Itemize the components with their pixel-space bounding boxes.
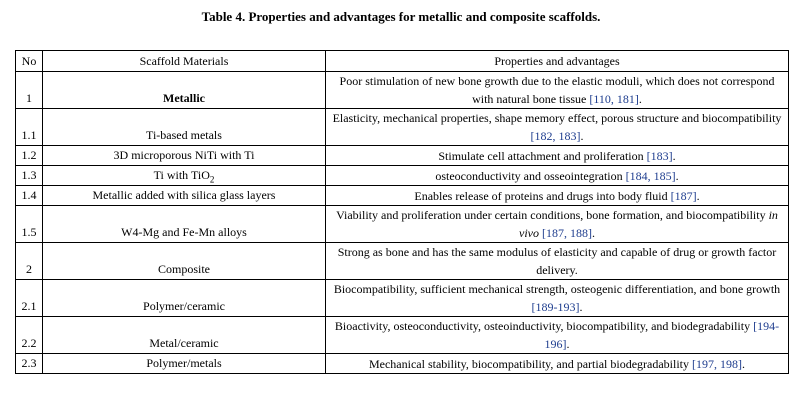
- reference-link[interactable]: [110, 181]: [589, 92, 639, 106]
- properties-text: [326, 206, 789, 243]
- properties-text: [326, 317, 789, 354]
- table-header-row: [16, 51, 789, 72]
- scaffold-material: [43, 186, 326, 206]
- row-number: 1.4: [16, 186, 43, 206]
- properties-text: [326, 72, 789, 109]
- reference-link[interactable]: [187]: [670, 188, 697, 203]
- properties-text: [326, 280, 789, 317]
- properties-body: Elasticity, mechanical properties, shape memory effect, porous structure and biocompatibility: [332, 111, 782, 125]
- row-number: 2.2: [16, 317, 43, 354]
- properties-text: [326, 109, 789, 146]
- properties-body: Stimulate cell attachment and proliferation: [438, 148, 647, 163]
- material-subscript: 2: [209, 174, 215, 185]
- sentence-end: .: [696, 188, 700, 203]
- table-row: [16, 72, 789, 109]
- table-row: [16, 317, 789, 354]
- properties-text: [326, 243, 789, 280]
- table-row: [16, 109, 789, 146]
- reference-link[interactable]: [189-193]: [531, 300, 580, 314]
- material-label: Metallic added with silica glass layers: [92, 188, 276, 202]
- properties-body: osteoconductivity and osseointegration: [435, 168, 626, 183]
- material-label: 3D microporous NiTi with Ti: [113, 148, 255, 162]
- material-label: Ti-based metals: [146, 128, 222, 142]
- table-row: [16, 166, 789, 186]
- scaffold-material: [43, 109, 326, 146]
- material-label: Polymer/ceramic: [143, 299, 225, 313]
- scaffold-material: [43, 317, 326, 354]
- header-scaffold-materials: Scaffold Materials: [43, 51, 326, 72]
- row-number: 1.2: [16, 146, 43, 166]
- table-row: [16, 186, 789, 206]
- material-label: Polymer/metals: [146, 356, 222, 370]
- scaffold-material: [43, 146, 326, 166]
- scaffold-material: [43, 72, 326, 109]
- scaffold-properties-table: [15, 50, 789, 374]
- sentence-end: .: [672, 148, 676, 163]
- properties-body: Mechanical stability, biocompatibility, and partial biodegradability: [368, 356, 693, 371]
- table-row: [16, 146, 789, 166]
- properties-text: [326, 166, 789, 186]
- scaffold-material: [43, 243, 326, 280]
- sentence-end: .: [675, 168, 679, 183]
- reference-link[interactable]: [187, 188]: [542, 226, 592, 240]
- table-row: [16, 206, 789, 243]
- header-properties: Properties and advantages: [326, 51, 789, 72]
- reference-link[interactable]: [194-196]: [544, 319, 780, 351]
- scaffold-material: [43, 166, 326, 186]
- properties-text: [326, 354, 789, 374]
- row-number: 2.3: [16, 354, 43, 374]
- reference-link[interactable]: [183]: [646, 148, 673, 163]
- header-no: No: [16, 51, 43, 72]
- properties-body: Biocompatibility, sufficient mechanical strength, osteogenic differentiation, and bone growth: [333, 282, 781, 296]
- sentence-end: .: [638, 92, 642, 106]
- table-caption: Table 4. Properties and advantages for metallic and composite scaffolds.: [201, 9, 601, 24]
- sentence-end: .: [580, 129, 584, 143]
- properties-text: [326, 186, 789, 206]
- sentence-end: .: [566, 337, 570, 351]
- scaffold-material: [43, 280, 326, 317]
- properties-italic: in vivo: [519, 208, 778, 240]
- properties-body: Poor stimulation of new bone growth due to the elastic moduli, which does not correspond with natural bone tissue: [339, 74, 775, 106]
- properties-text: [326, 146, 789, 166]
- properties-body: Strong as bone and has the same modulus of elasticity and capable of drug or growth factor delivery.: [337, 245, 777, 277]
- table-row: [16, 243, 789, 280]
- material-label: Metal/ceramic: [149, 336, 219, 350]
- row-number: 1.3: [16, 166, 43, 186]
- material-label: Metallic: [163, 91, 205, 105]
- material-label: Ti with TiO: [153, 168, 210, 182]
- scaffold-material: [43, 206, 326, 243]
- scaffold-material: [43, 354, 326, 374]
- reference-link[interactable]: [184, 185]: [625, 168, 676, 183]
- sentence-end: .: [742, 356, 746, 371]
- material-label: W4-Mg and Fe-Mn alloys: [121, 225, 247, 239]
- sentence-end: .: [592, 226, 595, 240]
- properties-body: Enables release of proteins and drugs into body fluid: [414, 188, 671, 203]
- reference-link[interactable]: [197, 198]: [692, 356, 743, 371]
- reference-link[interactable]: [182, 183]: [530, 129, 581, 143]
- row-number: 1.5: [16, 206, 43, 243]
- row-number: 1: [16, 72, 43, 109]
- material-label: Composite: [157, 262, 210, 276]
- table-row: [16, 280, 789, 317]
- row-number: 1.1: [16, 109, 43, 146]
- row-number: 2.1: [16, 280, 43, 317]
- properties-body: Bioactivity, osteoconductivity, osteoinductivity, biocompatibility, and biodegradability: [334, 319, 754, 333]
- table-row: [16, 354, 789, 374]
- sentence-end: .: [579, 300, 583, 314]
- row-number: 2: [16, 243, 43, 280]
- properties-body: Viability and proliferation under certain conditions, bone formation, and biocompatibility: [336, 208, 769, 222]
- table-body: [16, 72, 789, 374]
